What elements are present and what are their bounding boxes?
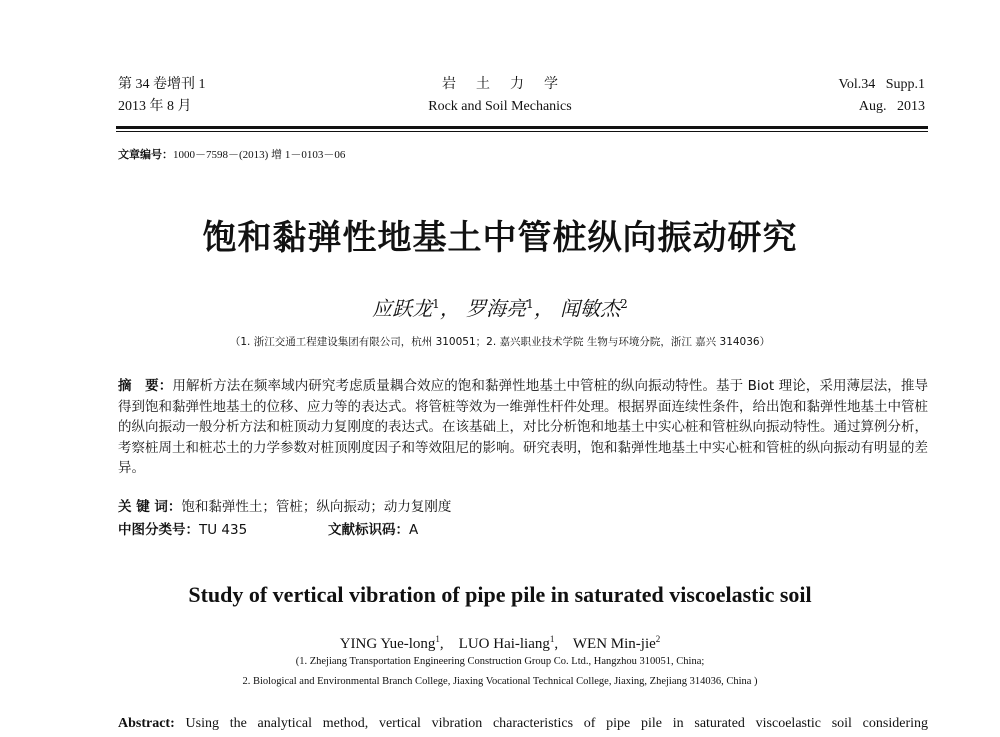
- abstract-cn-label: 摘 要：: [118, 378, 173, 394]
- classification-line: [118, 520, 928, 540]
- header-rule-thin: [116, 131, 928, 132]
- author-en: WEN Min-jie: [572, 636, 656, 652]
- article-number: [118, 146, 345, 162]
- affiliation-en: [0, 652, 1000, 692]
- authors-cn: 应跃龙$^1$， 罗海亮$^1$， 闻敏杰$^2$: [372, 296, 628, 321]
- author-en: LUO Hai-liang: [458, 636, 550, 652]
- volume-cn: 第 34 卷增刊 1: [118, 77, 206, 92]
- affiliation-cn: （1. 浙江交通工程建设集团有限公司，杭州 310051；2. 嘉兴职业技术学院 生物与环境分院，浙江 嘉兴 314036）: [229, 336, 771, 348]
- authors-en: YING Yue-long$^1$, LUO Hai-liang$^1$, WEN Min-jie$^2$: [339, 634, 661, 652]
- author-cn: 罗海亮: [466, 296, 527, 321]
- date-en: Aug. 2013: [858, 99, 925, 114]
- document-code: [328, 520, 418, 540]
- abstract-en-text: Using the analytical method, vertical vibration characteristics of pipe pile in saturated viscoelastic soil considering: [185, 716, 928, 731]
- keywords-cn-label: 关 键 词：: [118, 499, 182, 515]
- keywords-cn: [118, 497, 451, 517]
- abstract-en: [118, 714, 928, 734]
- classification-value: TU 435: [199, 522, 248, 538]
- author-en: YING Yue-long: [339, 636, 436, 652]
- affiliation-en-line1: (1. Zhejiang Transportation Engineering Construction Group Co. Ltd., Hangzhou 310051, China;: [295, 656, 705, 667]
- header-rule-thick: [116, 126, 928, 129]
- date-cn: 2013 年 8 月: [118, 99, 192, 114]
- title-en: Study of vertical vibration of pipe pile in saturated viscoelastic soil: [188, 582, 812, 607]
- classification-label: 中图分类号：: [118, 522, 199, 538]
- author-cn: 闻敏杰: [560, 296, 621, 321]
- journal-cn: 岩土力学: [442, 77, 578, 92]
- volume-en: Vol.34 Supp.1: [838, 77, 925, 92]
- document-code-label: 文献标识码：: [328, 522, 409, 538]
- keywords-cn-text: 饱和黏弹性土；管桩；纵向振动；动力复刚度: [181, 499, 452, 515]
- article-number-value: 1000－7598－(2013) 增 1－0103－06: [173, 149, 346, 161]
- author-cn: 应跃龙: [372, 296, 433, 321]
- journal-en: Rock and Soil Mechanics: [428, 99, 572, 114]
- header-right: [839, 74, 925, 118]
- title-cn: 饱和黏弹性地基土中管桩纵向振动研究: [202, 218, 798, 258]
- abstract-en-label: Abstract:: [118, 716, 175, 731]
- document-code-value: A: [409, 522, 419, 538]
- article-number-label: 文章编号：: [118, 148, 173, 161]
- abstract-cn: [118, 376, 928, 479]
- affiliation-en-line2: 2. Biological and Environmental Branch College, Jiaxing Vocational Technical College, Jiaxing, Zhejiang 314036, China ): [242, 676, 758, 687]
- abstract-cn-text: 用解析方法在频率域内研究考虑质量耦合效应的饱和黏弹性地基土中管桩的纵向振动特性。基于 Biot 理论，采用薄层法，推导得到饱和黏弹性地基土的位移、应力等的表达式。将管桩等效为一维弹性杆件处理。根据界面连续性条件，给出饱和黏弹性地基土中管桩的纵向振动一般分析方法和桩顶动力复刚度的表达式。在该基础上，对比分析饱和地基土中实心桩和管桩纵向振动特性。通过算例分析，考察桩周土和桩芯土的力学参数对桩顶刚度因子和等效阻尼的影响。研究表明，饱和黏弹性地基土中实心桩和管桩的纵向振动有明显的差异。: [118, 378, 928, 476]
